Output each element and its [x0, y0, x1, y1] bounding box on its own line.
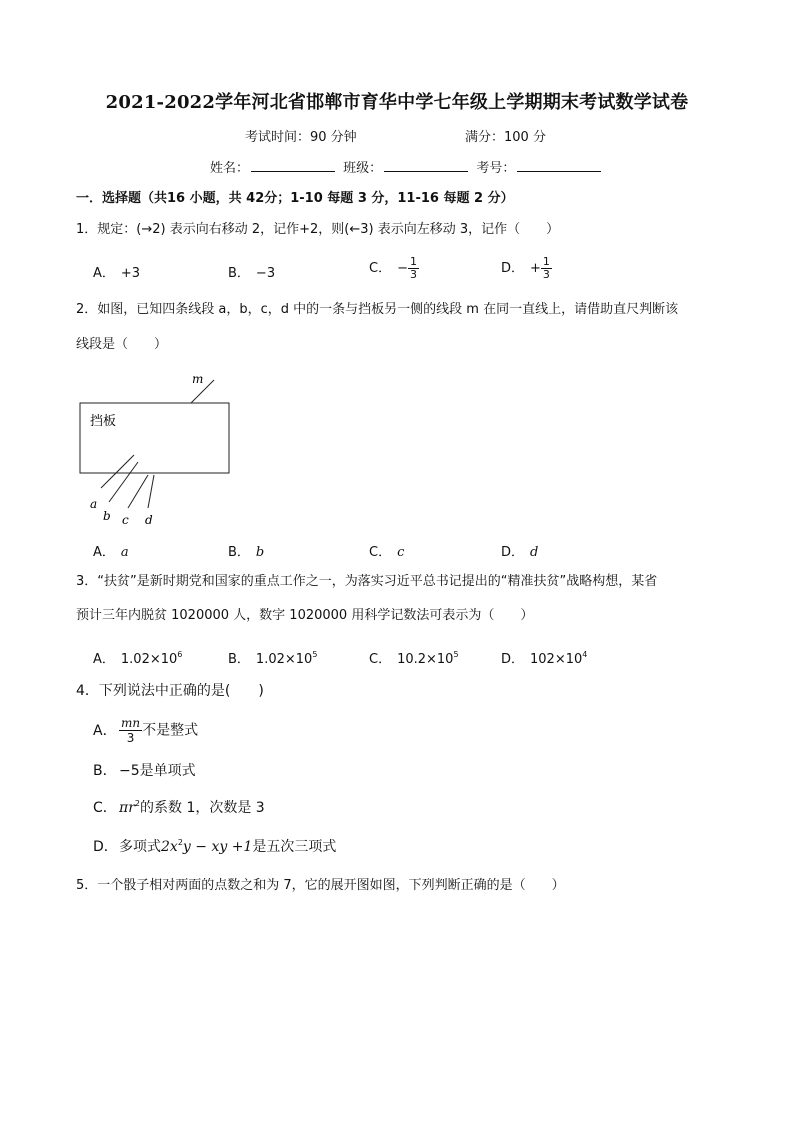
question-2-stem-line1: 2．如图，已知四条线段 a，b，c，d 中的一条与挡板另一侧的线段 m 在同一直线上，请借助直尺判断该 [76, 302, 679, 317]
q4-option-c[interactable]: C． $\pi r^2$的系数 1，次数是 3 [93, 799, 265, 816]
segment-c [128, 475, 148, 508]
question-3-options [93, 648, 723, 672]
label-d: d [145, 513, 153, 527]
label-a: a [90, 497, 98, 511]
fraction: $\frac{1}{3}$ [409, 255, 417, 281]
question-4-stem: 4．下列说法中正确的是( ) [76, 683, 264, 699]
label-c: c [122, 513, 129, 527]
q4-option-b[interactable]: B． −5是单项式 [93, 763, 196, 779]
question-1-stem: 1．规定：(→2) 表示向右移动 2，记作+2，则(←3) 表示向左移动 3，记作（ ） [76, 222, 560, 237]
fraction: $\frac{1}{3}$ [542, 255, 550, 281]
name-blank[interactable] [251, 159, 335, 172]
q3-option-a[interactable]: A． $1.02\times 10^6$ [93, 650, 183, 667]
q3-option-c[interactable]: C． $10.2\times 10^5$ [369, 650, 459, 667]
id-label: 考号： [476, 161, 516, 176]
q1-option-c[interactable]: C． − $\frac{1}{3}$ [369, 255, 417, 281]
exam-score: 满分：100 分 [465, 130, 546, 145]
exam-time: 考试时间：90 分钟 [245, 130, 357, 145]
baffle-diagram [76, 368, 276, 538]
q1-option-a[interactable]: A． +3 [93, 266, 141, 281]
question-2-options [93, 541, 723, 565]
section-heading: 一．选择题（共16 小题，共 42分；1-10 每题 3 分，11-16 每题 2 分） [76, 191, 514, 206]
q2-option-d[interactable]: D． d [501, 545, 539, 560]
q3-option-b[interactable]: B． $1.02\times 10^5$ [228, 650, 318, 667]
q4-option-d[interactable]: D．多项式$2x^2y$ − xy +1是五次三项式 [93, 838, 337, 855]
question-1-options [93, 255, 723, 286]
question-3-stem-line1: 3．“扶贫”是新时期党和国家的重点工作之一，为落实习近平总书记提出的“精准扶贫”战略构想，某省 [76, 574, 658, 589]
q2-option-a[interactable]: A． a [93, 545, 129, 560]
page-title: 2021-2022学年河北省邯郸市育华中学七年级上学期期末考试数学试卷 [105, 92, 689, 113]
q2-option-b[interactable]: B． b [228, 545, 265, 560]
q2-option-c[interactable]: C． c [369, 545, 405, 560]
q3-option-d[interactable]: D． $102\times 10^4$ [501, 650, 588, 667]
question-5-stem: 5．一个骰子相对两面的点数之和为 7，它的展开图如图，下列判断正确的是（ ） [76, 878, 565, 893]
label-m: m [192, 372, 204, 386]
class-blank[interactable] [384, 159, 468, 172]
baffle-figure [76, 368, 276, 542]
question-3-stem-line2: 预计三年内脱贫 1020000 人，数字 1020000 用科学记数法可表示为（ ） [76, 608, 534, 623]
baffle-label: 挡板 [90, 414, 117, 429]
name-label: 姓名： [210, 161, 250, 176]
class-label: 班级： [343, 161, 383, 176]
student-fields [210, 157, 605, 176]
segment-d [148, 475, 154, 508]
question-2-stem-line2: 线段是（ ） [76, 337, 168, 352]
fraction: $\frac{mn}{3}$ [121, 716, 141, 745]
q1-option-b[interactable]: B． −3 [228, 266, 276, 281]
q1-option-d[interactable]: D． + $\frac{1}{3}$ [501, 255, 550, 281]
id-blank[interactable] [517, 159, 601, 172]
label-b: b [103, 509, 111, 523]
q4-option-a[interactable]: A． $\frac{mn}{3}$ 不是整式 [93, 716, 199, 745]
